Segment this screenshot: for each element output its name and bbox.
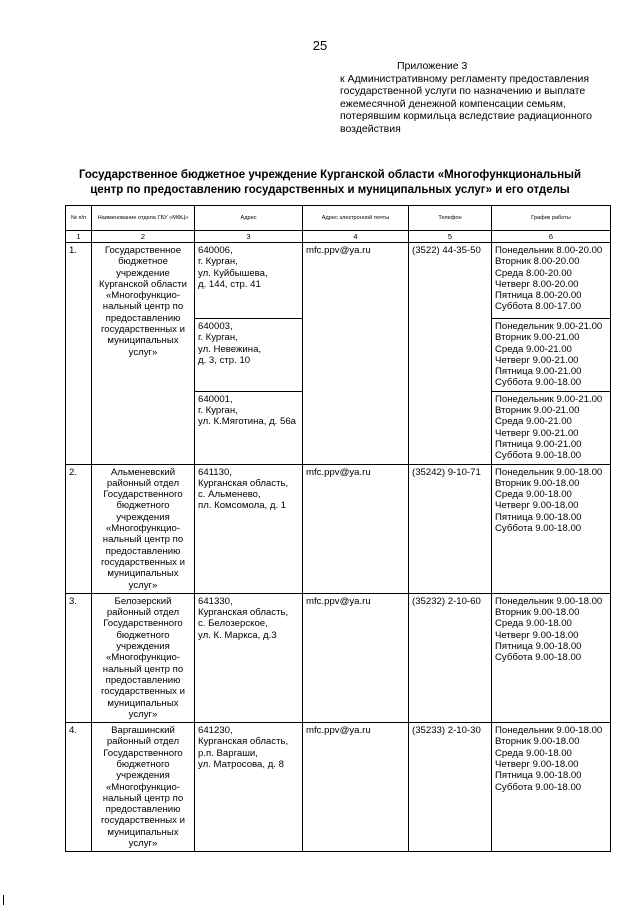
phone-cell: (35233) 2-10-30 [409, 723, 492, 852]
row-number-cell: 2. [66, 464, 92, 593]
address-line: с. Альменево, [198, 489, 261, 501]
schedule-cell [492, 319, 611, 392]
schedule-line: Среда 9.00-18.00 [495, 747, 572, 759]
schedule-line: Пятница 9.00-21.00 [495, 366, 582, 378]
address-cell [195, 319, 303, 392]
table-row [66, 723, 611, 852]
document-title-line: Государственное бюджетное учреждение Курганской области «Многофункциональный [78, 169, 582, 181]
column-number-row [66, 231, 611, 243]
row-number-cell: 1. [66, 243, 92, 465]
schedule-line: Среда 8.00-20.00 [495, 267, 572, 279]
phone-cell: (3522) 44-35-50 [409, 243, 492, 465]
email-cell: mfc.ppv@ya.ru [303, 593, 409, 722]
address-line: Курганская область, [198, 607, 289, 619]
row-number-cell: 3. [66, 593, 92, 722]
appendix-line: потерявшим кормильца вследствие радиационного [340, 110, 593, 123]
schedule-line: Понедельник 8.00-20.00 [495, 245, 603, 256]
schedule-line: Суббота 9.00-18.00 [495, 652, 582, 664]
email-cell: mfc.ppv@ya.ru [303, 243, 409, 465]
schedule-line: Четверг 9.00-18.00 [495, 500, 579, 512]
document-title-line: центр по предоставлению государственных и муниципальных услуг» и его отделы [90, 184, 570, 196]
address-line: пл. Комсомола, д. 1 [198, 500, 287, 512]
office-name-cell: Белозерский районный отдел Государственного бюджетного учреждения «Многофункцио-нальный центр по предоставлению государственных и муниципальных услуг» [92, 593, 195, 722]
table-row [66, 464, 611, 593]
schedule-line: Четверг 8.00-20.00 [495, 278, 579, 290]
address-cell [195, 723, 303, 852]
table-row [66, 593, 611, 722]
schedule-line: Вторник 9.00-18.00 [495, 607, 580, 619]
schedule-line: Суббота 9.00-18.00 [495, 377, 582, 389]
table-row [66, 243, 611, 319]
address-line: 641130, [198, 466, 232, 478]
scan-edge-mark [3, 895, 4, 905]
table-body [66, 243, 611, 852]
phone-cell: (35242) 9-10-71 [409, 464, 492, 593]
schedule-line: Пятница 9.00-21.00 [495, 438, 582, 450]
schedule-line: Среда 9.00-18.00 [495, 489, 572, 501]
address-line: 640001, [198, 393, 233, 405]
schedule-line: Среда 9.00-21.00 [495, 343, 572, 355]
schedule-cell [492, 464, 611, 593]
schedule-line: Суббота 9.00-18.00 [495, 781, 582, 793]
column-number: 2 [92, 231, 195, 243]
address-line: г. Курган, [198, 256, 238, 268]
appendix-line: ежемесячной денежной компенсации семьям, [340, 97, 566, 110]
schedule-line: Пятница 9.00-18.00 [495, 770, 582, 782]
header-number: № п/п [66, 206, 92, 231]
column-number: 1 [66, 231, 92, 243]
schedule-cell [492, 723, 611, 852]
address-line: р.п. Варгаши, [198, 747, 258, 759]
header-email: Адрес электронной почты [303, 206, 409, 231]
appendix-line: воздействия [340, 122, 401, 135]
office-name-cell: Государственное бюджетное учреждение Курганской области «Многофункцио-нальный центр по предоставлению государственных и муниципальных услуг» [92, 243, 195, 465]
header-phone: Телефон [409, 206, 492, 231]
address-cell [195, 391, 303, 464]
header-schedule: График работы [492, 206, 611, 231]
email-cell: mfc.ppv@ya.ru [303, 464, 409, 593]
office-name-cell: Альменевский районный отдел Государственного бюджетного учреждения «Многофункцио-нальный центр по предоставлению государственных и муниципальных услуг» [92, 464, 195, 593]
page-number: 25 [312, 38, 328, 53]
column-number: 3 [195, 231, 303, 243]
address-line: ул. К.Мяготина, д. 56а [198, 416, 297, 428]
table-header-row [66, 206, 611, 231]
appendix-title: Приложение 3 [397, 60, 468, 72]
column-number: 4 [303, 231, 409, 243]
schedule-cell [492, 593, 611, 722]
schedule-line: Пятница 9.00-18.00 [495, 641, 582, 653]
schedule-line: Понедельник 9.00-18.00 [495, 466, 603, 478]
schedule-line: Четверг 9.00-21.00 [495, 427, 579, 439]
office-name-cell: Варгашинский районный отдел Государственного бюджетного учреждения «Многофункцио-нальный центр по предоставлению государственных и муниципальных услуг» [92, 723, 195, 852]
address-line: 640006, [198, 245, 233, 256]
schedule-cell [492, 391, 611, 464]
address-line: г. Курган, [198, 405, 238, 417]
schedule-line: Вторник 9.00-18.00 [495, 736, 580, 748]
schedule-line: Суббота 9.00-18.00 [495, 450, 582, 462]
address-line: Курганская область, [198, 736, 289, 748]
address-line: 641330, [198, 595, 233, 607]
appendix-line: государственной услуги по назначению и выплате [340, 85, 586, 98]
address-line: ул. К. Маркса, д.3 [198, 629, 277, 641]
header-name: Наименование отдела ГБУ «МФЦ» [92, 206, 195, 231]
schedule-line: Вторник 8.00-20.00 [495, 256, 580, 268]
schedule-line: Понедельник 9.00-21.00 [495, 321, 603, 332]
schedule-line: Вторник 9.00-18.00 [495, 477, 580, 489]
address-line: ул. Куйбышева, [198, 267, 268, 279]
schedule-line: Пятница 9.00-18.00 [495, 511, 582, 523]
address-line: д. 3, стр. 10 [198, 354, 251, 366]
address-line: ул. Невежина, [198, 343, 262, 355]
schedule-cell [492, 243, 611, 319]
document-title [70, 168, 590, 198]
offices-table [65, 205, 611, 852]
schedule-line: Понедельник 9.00-18.00 [495, 595, 603, 607]
address-line: с. Белозерское, [198, 618, 268, 630]
schedule-line: Вторник 9.00-21.00 [495, 332, 580, 344]
schedule-line: Четверг 9.00-21.00 [495, 354, 579, 366]
schedule-line: Суббота 8.00-17.00 [495, 301, 582, 313]
appendix-note [340, 60, 610, 136]
schedule-line: Среда 9.00-21.00 [495, 416, 572, 428]
schedule-line: Понедельник 9.00-21.00 [495, 393, 603, 405]
column-number: 6 [492, 231, 611, 243]
column-number: 5 [409, 231, 492, 243]
appendix-line: к Административному регламенту предоставления [340, 72, 590, 85]
address-cell [195, 464, 303, 593]
schedule-line: Четверг 9.00-18.00 [495, 629, 579, 641]
address-line: 640003, [198, 321, 233, 332]
schedule-line: Понедельник 9.00-18.00 [495, 725, 603, 737]
address-line: г. Курган, [198, 332, 238, 344]
header-address: Адрес [195, 206, 303, 231]
address-cell [195, 593, 303, 722]
phone-cell: (35232) 2-10-60 [409, 593, 492, 722]
schedule-line: Среда 9.00-18.00 [495, 618, 572, 630]
address-line: ул. Матросова, д. 8 [198, 758, 284, 770]
address-line: Курганская область, [198, 477, 289, 489]
schedule-line: Пятница 8.00-20.00 [495, 290, 582, 302]
address-cell [195, 243, 303, 319]
schedule-line: Четверг 9.00-18.00 [495, 758, 579, 770]
schedule-line: Суббота 9.00-18.00 [495, 523, 582, 535]
address-line: д. 144, стр. 41 [198, 278, 261, 290]
email-cell: mfc.ppv@ya.ru [303, 723, 409, 852]
schedule-line: Вторник 9.00-21.00 [495, 405, 580, 417]
address-line: 641230, [198, 725, 233, 737]
row-number-cell: 4. [66, 723, 92, 852]
